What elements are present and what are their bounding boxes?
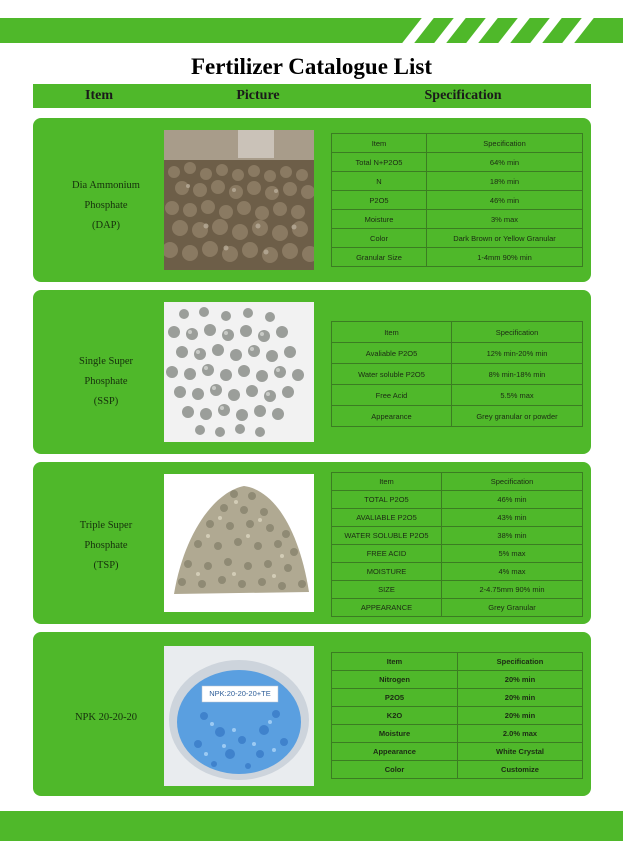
table-cell: TOTAL P2O5 — [332, 491, 442, 509]
table-header-cell: Item — [332, 134, 427, 153]
table-row — [332, 364, 583, 385]
table-header-cell: Item — [332, 473, 442, 491]
table-cell: Total N+P2O5 — [332, 153, 427, 172]
table-row — [332, 210, 583, 229]
table-row — [332, 322, 583, 343]
table-header-cell: Specification — [427, 134, 583, 153]
table-cell: Appearance — [332, 743, 458, 761]
table-row — [332, 743, 583, 761]
table-row — [332, 134, 583, 153]
product-name — [47, 516, 165, 576]
table-cell: 46% min — [442, 491, 583, 509]
product-photo-tsp — [164, 474, 314, 612]
band-stripe — [434, 18, 466, 43]
table-cell: FREE ACID — [332, 545, 442, 563]
column-header-bar — [33, 84, 591, 108]
table-cell: 64% min — [427, 153, 583, 172]
table-cell: MOISTURE — [332, 563, 442, 581]
table-cell: 20% min — [458, 689, 583, 707]
product-name-line: Single Super — [79, 356, 133, 367]
product-photo-dap — [164, 130, 314, 270]
table-header-cell: Item — [332, 653, 458, 671]
product-name — [47, 176, 165, 236]
header-picture: Picture — [236, 88, 280, 103]
product-name — [47, 352, 165, 412]
table-row — [332, 248, 583, 267]
table-cell: Free Acid — [332, 385, 452, 406]
bottom-decorative-band — [0, 811, 623, 841]
table-cell: Water soluble P2O5 — [332, 364, 452, 385]
table-row — [332, 509, 583, 527]
table-row — [332, 689, 583, 707]
table-row — [332, 153, 583, 172]
product-name-line: Phosphate — [84, 376, 128, 387]
table-cell: 43% min — [442, 509, 583, 527]
band-stripe — [530, 18, 562, 43]
table-cell: 18% min — [427, 172, 583, 191]
product-panel-ssp — [33, 290, 591, 454]
table-header-cell: Specification — [458, 653, 583, 671]
table-cell: Moisture — [332, 210, 427, 229]
table-row — [332, 599, 583, 617]
table-row — [332, 707, 583, 725]
product-name-line: Dia Ammonium — [72, 180, 140, 191]
table-row — [332, 343, 583, 364]
table-cell: 1-4mm 90% min — [427, 248, 583, 267]
table-row — [332, 406, 583, 427]
table-cell: APPEARANCE — [332, 599, 442, 617]
table-cell: Appearance — [332, 406, 452, 427]
band-stripe — [562, 18, 594, 43]
table-cell: Nitrogen — [332, 671, 458, 689]
page-title: Fertilizer Catalogue List — [190, 54, 432, 79]
table-row — [332, 563, 583, 581]
band-stripe — [466, 18, 498, 43]
table-cell: 38% min — [442, 527, 583, 545]
product-label: NPK:20-20-20+TE — [209, 689, 271, 698]
table-row — [332, 725, 583, 743]
band-stripe — [498, 18, 530, 43]
header-item: Item — [85, 88, 113, 103]
table-cell: 20% min — [458, 707, 583, 725]
product-panel-npk — [33, 632, 591, 796]
table-cell: AVALIABLE P2O5 — [332, 509, 442, 527]
spec-table-dap — [331, 133, 583, 267]
product-name-line: (DAP) — [92, 220, 120, 231]
table-cell: Color — [332, 229, 427, 248]
spec-table-ssp — [331, 321, 583, 427]
table-cell: 5.5% max — [452, 385, 583, 406]
table-cell: N — [332, 172, 427, 191]
table-cell: Dark Brown or Yellow Granular — [427, 229, 583, 248]
table-cell: Avaliable P2O5 — [332, 343, 452, 364]
table-row — [332, 653, 583, 671]
table-row — [332, 527, 583, 545]
table-cell: 12% min-20% min — [452, 343, 583, 364]
header-specification: Specification — [424, 88, 502, 103]
band-stripe — [402, 18, 434, 43]
product-name-line: (SSP) — [93, 396, 119, 407]
spec-table-npk — [331, 652, 583, 779]
table-cell: WATER SOLUBLE P2O5 — [332, 527, 442, 545]
product-photo-npk — [164, 646, 314, 786]
table-row — [332, 671, 583, 689]
table-cell: 20% min — [458, 671, 583, 689]
table-cell: P2O5 — [332, 689, 458, 707]
product-name-line: NPK 20-20-20 — [74, 712, 138, 723]
product-name-line: Triple Super — [79, 520, 133, 531]
table-row — [332, 191, 583, 210]
product-name-line: Phosphate — [84, 200, 128, 211]
table-cell: 2.0% max — [458, 725, 583, 743]
table-cell: Customize — [458, 761, 583, 779]
table-header-cell: Specification — [442, 473, 583, 491]
top-decorative-band — [0, 18, 623, 43]
table-row — [332, 473, 583, 491]
table-row — [332, 385, 583, 406]
product-panel-tsp — [33, 462, 591, 624]
table-cell: Grey Granular — [442, 599, 583, 617]
table-cell: 46% min — [427, 191, 583, 210]
product-name-line: (TSP) — [93, 560, 119, 571]
table-cell: 4% max — [442, 563, 583, 581]
table-cell: 3% max — [427, 210, 583, 229]
table-row — [332, 229, 583, 248]
table-cell: 8% min-18% min — [452, 364, 583, 385]
table-cell: 5% max — [442, 545, 583, 563]
table-row — [332, 545, 583, 563]
table-row — [332, 491, 583, 509]
table-cell: Moisture — [332, 725, 458, 743]
table-cell: K2O — [332, 707, 458, 725]
table-cell: White Crystal — [458, 743, 583, 761]
table-row — [332, 581, 583, 599]
table-cell: 2-4.75mm 90% min — [442, 581, 583, 599]
spec-table-tsp — [331, 472, 583, 617]
product-panel-dap — [33, 118, 591, 282]
product-name — [47, 708, 165, 728]
table-header-cell: Item — [332, 322, 452, 343]
table-cell: Color — [332, 761, 458, 779]
table-cell: SIZE — [332, 581, 442, 599]
product-photo-ssp — [164, 302, 314, 442]
table-cell: P2O5 — [332, 191, 427, 210]
table-cell: Grey granular or powder — [452, 406, 583, 427]
product-name-line: Phosphate — [84, 540, 128, 551]
table-row — [332, 172, 583, 191]
table-row — [332, 761, 583, 779]
table-header-cell: Specification — [452, 322, 583, 343]
table-cell: Granular Size — [332, 248, 427, 267]
